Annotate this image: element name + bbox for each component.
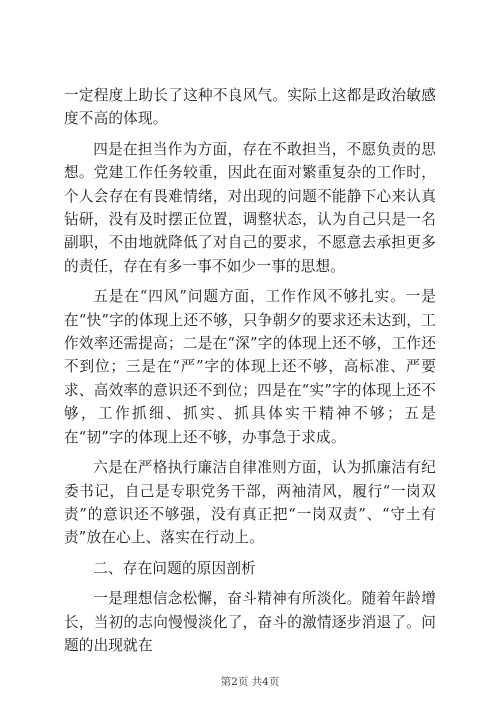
paragraph-point-six: 六是在严格执行廉洁自律准则方面，认为抓廉洁有纪委书记，自己是专职党务干部，两袖清风，履行“一岗双责”的意识还不够强，没有真正把“一岗双责”、“守土有责”放在心上、落实在行动上。 <box>64 459 436 547</box>
paragraph-continuation: 一定程度上助长了这种不良风气。实际上这都是政治敏感度不高的体现。 <box>64 87 436 128</box>
document-page <box>64 84 436 664</box>
section-heading-cause-analysis: 二、存在问题的原因剖析 <box>93 559 256 577</box>
page-number-footer: 第2页 共4页 <box>220 676 280 688</box>
paragraph-point-four: 四是在担当作为方面，存在不敢担当，不愿负责的思想。党建工作任务较重，因此在面对繁重复杂的工作时，个人会存在有畏难情绪，对出现的问题不能静下心来认真钻研，没有及时摆正位置，调整状态，认为自己只是一名副职，不由地就降低了对自己的要求，不愿意去承担更多的责任，存在有多一事不如少一事的思想。 <box>64 140 436 275</box>
paragraph-cause-one: 一是理想信念松懈，奋斗精神有所淡化。随着年龄增长，当初的志向慢慢淡化了，奋斗的激情逐步消退了。问题的出现就在 <box>64 590 436 654</box>
paragraph-point-five: 五是在“四风”问题方面，工作作风不够扎实。一是在“快”字的体现上还不够，只争朝夕的要求还未达到，工作效率还需提高；二是在“深”字的体现上还不够，工作还不到位；三是在“严”字的体现上还不够，高标准、严要求、高效率的意识还不到位；四是在“实”字的体现上还不够，工作抓细、抓实、抓具体实干精神不够；五是在“韧”字的体现上还不够，办事急于求成。 <box>64 288 436 446</box>
